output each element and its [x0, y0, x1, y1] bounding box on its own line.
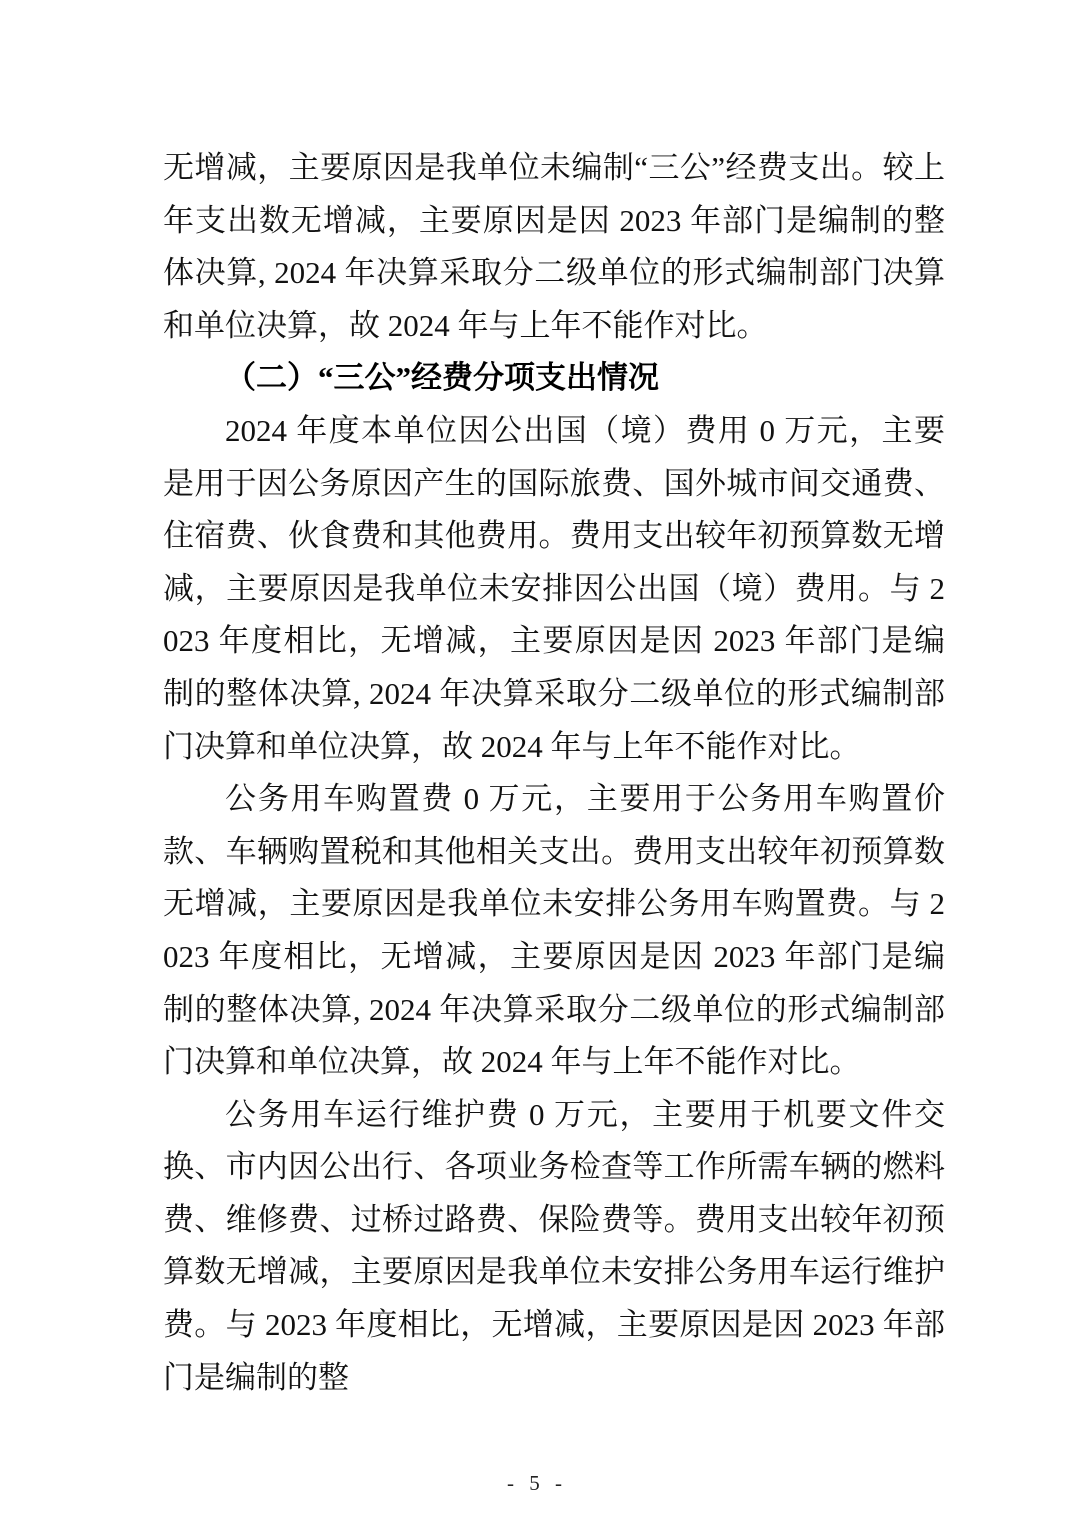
page-number: - 5 - — [507, 1471, 567, 1495]
paragraph: 公务用车运行维护费 0 万元，主要用于机要文件交换、市内因公出行、各项业务检查等工作所需车辆的燃料费、维修费、过桥过路费、保险费等。费用支出较年初预算数无增减，主要原因是我单位未安排公务用车运行维护费。与 2023 年度相比，无增减，主要原因是因 2023 年部门是编制的整 — [163, 1096, 945, 1395]
page-footer — [0, 1471, 1074, 1496]
paragraph: 公务用车购置费 0 万元，主要用于公务用车购置价款、车辆购置税和其他相关支出。费用支出较年初预算数无增减，主要原因是我单位未安排公务用车购置费。与 2023 年度相比，无增减，主要原因是因 2023 年部门是编制的整体决算, 2024 年决算采取分二级单位的形式编制部门决算和单位决算，故 2024 年与上年不能作对比。 — [163, 781, 945, 1080]
section-heading: （二）“三公”经费分项支出情况 — [225, 360, 659, 396]
paragraph-continuation: 无增减，主要原因是我单位未编制“三公”经费支出。较上年支出数无增减，主要原因是因 2023 年部门是编制的整体决算, 2024 年决算采取分二级单位的形式编制部门决算和单位决算，故 2024 年与上年不能作对比。 — [163, 150, 945, 343]
document-content — [163, 142, 945, 1404]
paragraph: 2024 年度本单位因公出国（境）费用 0 万元，主要是用于因公务原因产生的国际旅费、国外城市间交通费、住宿费、伙食费和其他费用。费用支出较年初预算数无增减，主要原因是我单位未安排因公出国（境）费用。与 2023 年度相比，无增减，主要原因是因 2023 年部门是编制的整体决算, 2024 年决算采取分二级单位的形式编制部门决算和单位决算，故 2024 年与上年不能作对比。 — [163, 412, 945, 764]
